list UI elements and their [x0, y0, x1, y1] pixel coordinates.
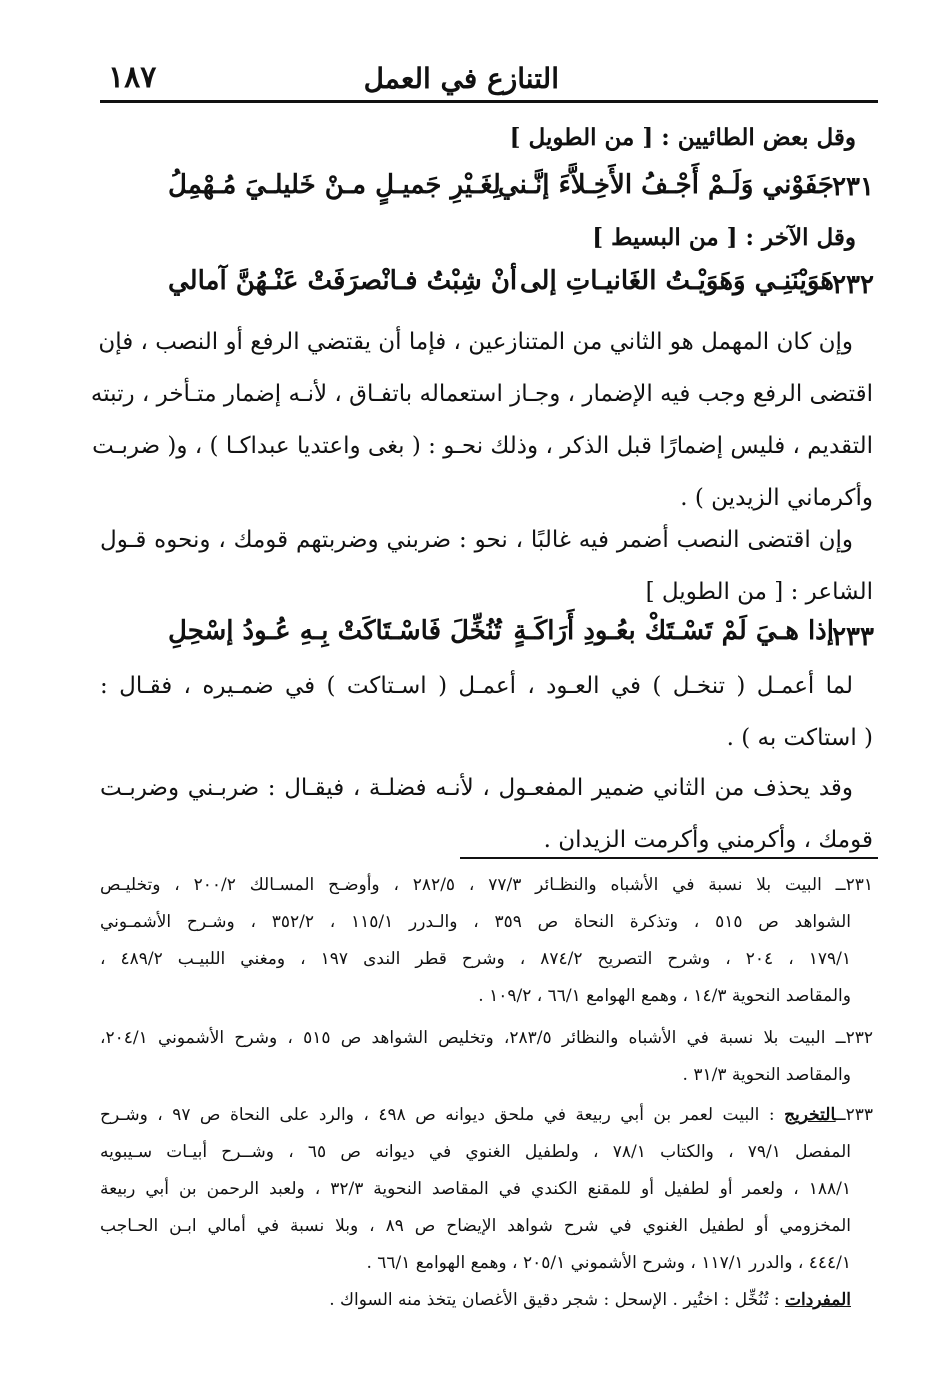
footnote-number: ٢٣٣ــ — [835, 1105, 874, 1125]
paragraph — [100, 762, 873, 866]
footnote-text: : البيت لعمر بن أبي ربيعة في ملحق ديوانه ص ٤٩٨ ، والرد على النحاة ص ٩٧ ، وشـرح — [100, 1105, 775, 1125]
verse-intro: وقل بعض الطائيين : [ من الطويل ] — [509, 124, 856, 151]
paragraph-line: قومك ، وأكرمني وأكرمت الزيدان . — [543, 827, 873, 853]
footnote-232 — [100, 1020, 873, 1094]
paragraph-line: وإن كان المهمل هو الثاني من المتنازعين ، فإما أن يقتضي الرفع أو النصب ، فإن — [98, 329, 853, 355]
footnote-line: ٢٣١ــ البيت بلا نسبة في الأشباه والنظـائر ٧٧/٣ ، ٢٨٢/٥ ، وأوضـح المسـالك ٢٠٠/٢ ، وتخليـص — [100, 875, 874, 895]
footnote-line: ١٧٩/١ ، ٢٠٤ ، وشرح التصريح ٨٧٤/٢ ، وشرح قطر الندى ١٩٧ ، ومغني اللبيـب ٤٨٩/٢ ، — [100, 949, 851, 969]
header-rule — [100, 100, 878, 103]
footnote-line: ٢٣٢ــ البيت بلا نسبة في الأشباه والنظائر ٢٨٣/٥، وتخليص الشواهد ص ٥١٥ ، وشرح الأشموني ٢٠٤/١، — [100, 1028, 874, 1048]
footnote-label-vocab: المفردات — [784, 1290, 851, 1310]
paragraph-line: وقد يحذف من الثاني ضمير المفعـول ، لأنـه فضلـة ، فيقـال : ضربـني وضربـت — [100, 775, 853, 801]
paragraph-line: التقديم ، فليس إضمارًا قبل الذكر ، وذلك نحـو : ( بغى واعتديا عبداكـا ) ، و( ضربـت — [92, 433, 873, 459]
paragraph-line: وإن اقتضى النصب أضمر فيه غالبًا ، نحو : ضربني وضربتهم قومك ، ونحوه قـول — [100, 527, 853, 553]
footnote-label-takhrij: التخريج — [784, 1105, 836, 1125]
footnote-233 — [100, 1097, 873, 1319]
verse-hemistich-first: هَوَيْنَنِـي وَهَوَيْـتُ الغَانيـاتِ إلى — [519, 266, 834, 296]
footnote-line: والمقاصد النحوية ٣١/٣ . — [682, 1065, 851, 1085]
verse-hemistich-second: لِغَـيْرِ جَميـلٍ مـنْ خَليلـيَ مُـهْمِلُ — [168, 170, 501, 200]
paragraph-line: لما أعمـل ( تنخـل ) في العـود ، أعمـل ( اسـتاكت ) في ضمـيره ، فقـال : — [100, 673, 853, 699]
footnote-line: والمقاصد النحوية ١٤/٣ ، وهمع الهوامع ٦٦/١ ، ١٠٩/٢ . — [478, 986, 851, 1006]
page-number: ١٨٧ — [108, 60, 157, 95]
verse-hemistich-first: إذا هـيَ لَمْ تَسْـتَكْ بعُـودِ أَرَاكَـةٍ — [513, 616, 834, 646]
paragraph-line: ( استاكت به ) . — [726, 725, 873, 751]
verse-intro: وقل الآخر : [ من البسيط ] — [592, 224, 856, 251]
paragraph-line: الشاعر : [ من الطويل ] — [645, 579, 873, 605]
verse-hemistich-first: جَفَوْني وَلَـمْ أَجْـفُ الأَخِـلاَّءَ إنَّـني — [497, 170, 834, 200]
verse-number: ٢٣٣ — [832, 622, 874, 652]
footnote-231 — [100, 867, 873, 1015]
verse-number: ٢٣١ — [832, 172, 874, 202]
paragraph — [100, 514, 873, 618]
verse-hemistich-second: أنْ شِبْتُ فـانْصرَفَتْ عَنْـهُنَّ آمالي — [168, 266, 518, 296]
paragraph-line: اقتضى الرفع وجب فيه الإضمار ، وجـاز استعماله باتفـاق ، لأنـه إضمار متـأخر ، رتبته — [90, 381, 873, 407]
paragraph — [90, 316, 873, 524]
page-title: التنازع في العمل — [363, 62, 559, 95]
footnote-line: المفصل ٧٩/١ ، والكتاب ٧٨/١ ، ولطفيل الغنوي في ديوانه ص ٦٥ ، وشــرح أبيـات سـيبويه — [100, 1142, 852, 1162]
verse-number: ٢٣٢ — [832, 270, 874, 300]
footnote-line: المخزومي أو لطفيل الغنوي في شرح شواهد الإيضاح ص ٨٩ ، وبلا نسبة في أمالي ابـن الحـاجب — [100, 1216, 851, 1236]
footnote-line: ١٨٨/١ ، ولعمر أو لطفيل أو للمقنع الكندي في المقاصد النحوية ٣٢/٣ ، ولعبد الرحمن بن أبي ربيعة — [100, 1179, 852, 1199]
paragraph — [100, 660, 873, 764]
footnote-vocab-line — [100, 1282, 873, 1319]
footnote-rule — [460, 857, 878, 859]
footnote-text: : تُنُخِّل : اختُير . الإسحل : شجر دقيق الأغصان يتخذ منه السواك . — [329, 1290, 780, 1310]
footnote-line — [100, 1097, 873, 1134]
footnote-line: الشواهد ص ٥١٥ ، وتذكرة النحاة ص ٣٥٩ ، والـدرر ١١٥/١ ، ٣٥٢/٢ ، وشـرح الأشمـوني — [100, 912, 852, 932]
footnote-line: ٤٤٤/١ ، والدرر ١١٧/١ ، وشرح الأشموني ٢٠٥/١ ، وهمع الهوامع ٦٦/١ . — [366, 1253, 851, 1273]
paragraph-line: وأكرماني الزيدين ) . — [680, 485, 873, 511]
verse-hemistich-second: تُنُخِّلَ فَاسْـتَاكَتْ بِـهِ عُـودُ إسْحِلِ — [168, 616, 502, 646]
